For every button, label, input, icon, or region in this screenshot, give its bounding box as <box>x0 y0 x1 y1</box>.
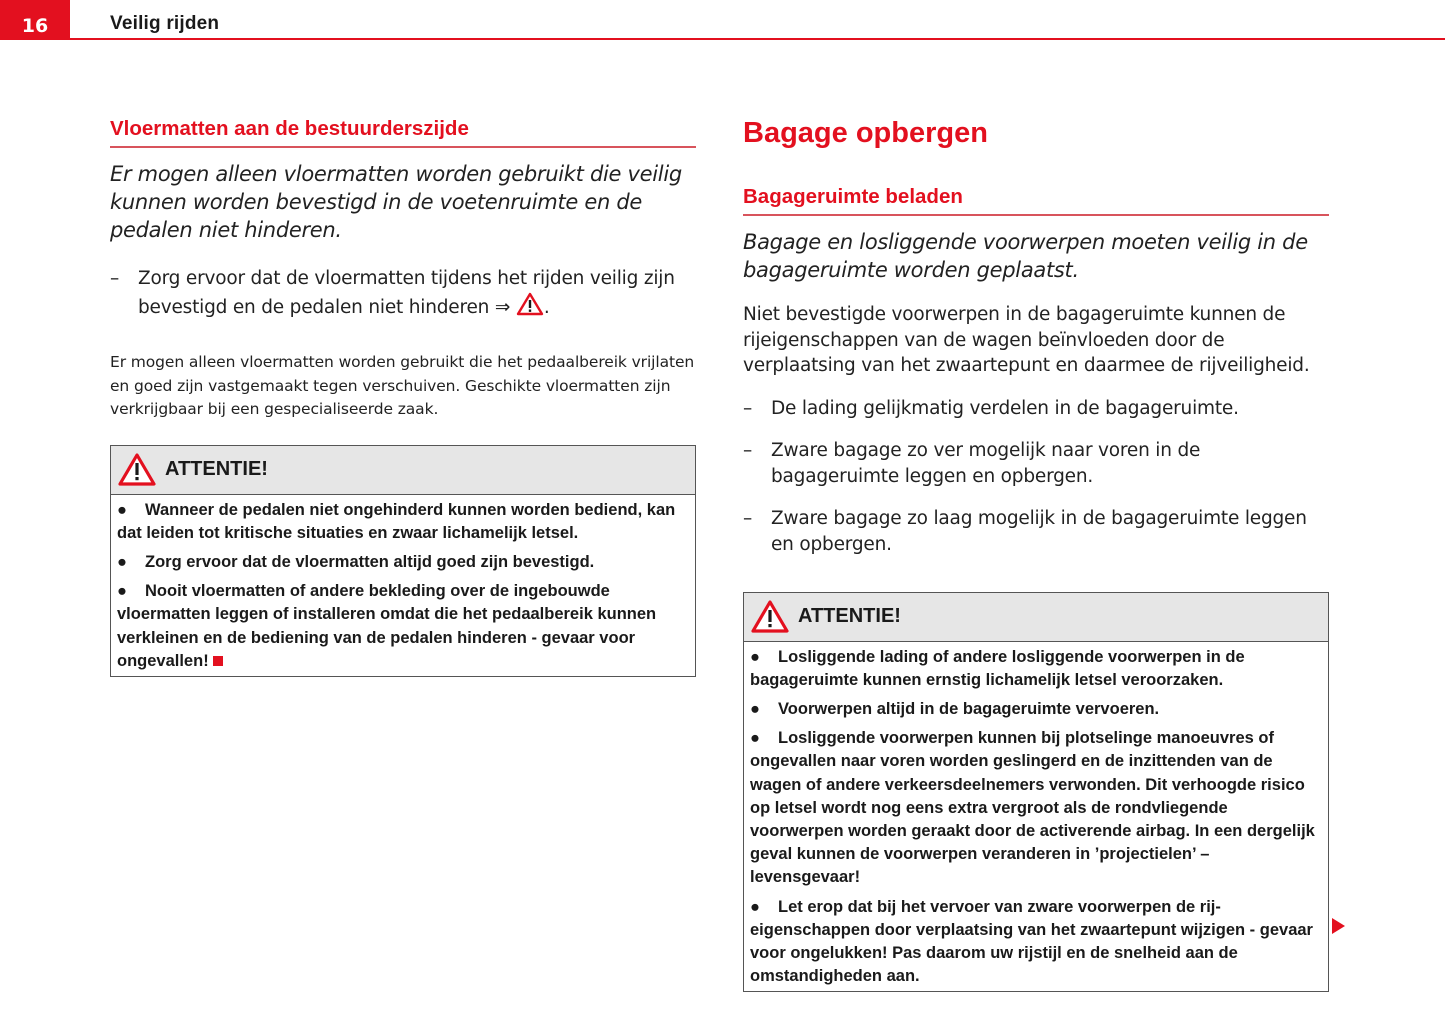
body-paragraph: Er mogen alleen vloermatten worden gebruikt die het pedaalbereik vrijlaten en goed zijn vastgemaakt tegen verschuiven. Geschikte vloermatten zijn verkrijgbaar bij een gespecialiseerde zaak. <box>110 353 695 418</box>
warning-header <box>744 593 1328 642</box>
warning-title: ATTENTIE! <box>165 458 268 480</box>
section-title-loading: Bagageruimte beladen <box>743 184 1329 216</box>
warning-item-text: Nooit vloermatten of andere bekleding over de ingebouwde vloermatten leggen of installeren omdat die het pedaalbereik kunnen verkleinen en de bediening van de pedalen hinderen - gevaar voor ongevallen! <box>117 582 657 670</box>
warning-item <box>750 727 1322 889</box>
bullet-icon: ● <box>750 729 760 748</box>
dash-marker: – <box>743 507 753 529</box>
warning-item-text: Zorg ervoor dat de vloermatten altijd goed zijn bevestigd. <box>145 552 595 571</box>
intro-text: Er mogen alleen vloermatten worden gebruikt die veilig kunnen worden bevestigd in de voetenruimte en de pedalen niet hinderen. <box>110 162 682 242</box>
main-title-luggage: Bagage opbergen <box>743 117 988 149</box>
warning-body <box>111 495 695 676</box>
list-item-text: Zware bagage zo laag mogelijk in de bagageruimte leggen en opbergen. <box>771 507 1307 555</box>
bullet-icon: ● <box>117 552 127 571</box>
warning-item <box>117 551 689 574</box>
bullet-icon: ● <box>117 582 127 601</box>
list-item <box>743 396 1329 422</box>
warning-title: ATTENTIE! <box>798 605 901 627</box>
warning-body <box>744 642 1328 992</box>
warning-item-text: Voorwerpen altijd in de bagageruimte vervoeren. <box>778 699 1160 718</box>
page-number: 16 <box>0 0 70 40</box>
warning-box <box>110 445 696 677</box>
header-divider <box>70 38 1445 40</box>
warning-item-text: Losliggende voorwerpen kunnen bij plotselinge manoeuvres of ongevallen naar voren worden geslingerd en de inzittenden van de wagen of andere verkeersdeelnemers verwonden. Dit verhoogde risico op letsel wordt nog eens extra vergroot als de rondvliegende voorwerpen worden geraakt door de activerende airbag. In een dergelijk geval kunnen de voorwerpen veranderen in ’projectielen’ – levensgevaar! <box>750 729 1315 887</box>
section-title-floor-mats: Vloermatten aan de bestuurderszijde <box>110 116 696 148</box>
warning-triangle-icon <box>117 452 157 488</box>
warning-item <box>117 580 689 673</box>
left-column <box>110 116 696 677</box>
warning-item <box>750 646 1322 692</box>
dash-marker: – <box>110 268 120 289</box>
list-item <box>743 438 1329 490</box>
list-item-text: Zware bagage zo ver mogelijk naar voren in de bagageruimte leggen en opbergen. <box>771 439 1201 487</box>
warning-triangle-icon[interactable] <box>516 292 544 316</box>
bullet-icon: ● <box>750 647 760 666</box>
list-item-label: Zorg ervoor dat de vloermatten tijdens het rijden veilig zijn bevestigd en de pedalen niet hinderen ⇒ <box>138 268 675 318</box>
warning-item-text: Let erop dat bij het vervoer van zware voorwerpen de rij-eigenschappen door verplaatsing van het zwaartepunt wijzigen - gevaar voor ongelukken! Pas daarom uw rijstijl en de snelheid aan de omstandigheden aan. <box>750 897 1313 986</box>
list-item <box>743 506 1329 558</box>
bullet-icon: ● <box>750 897 760 916</box>
warning-item-text: Wanneer de pedalen niet ongehinderd kunnen worden bediend, kan dat leiden tot kritische situaties en zwaar lichamelijk letsel. <box>117 500 676 542</box>
intro-text: Bagage en losliggende voorwerpen moeten veilig in de bagageruimte worden geplaatst. <box>743 230 1308 282</box>
right-column <box>743 114 1329 992</box>
list-item-text: De lading gelijkmatig verdelen in de bagageruimte. <box>771 397 1239 419</box>
list-item-suffix: . <box>543 297 550 318</box>
chapter-title: Veilig rijden <box>110 13 220 34</box>
list-item <box>110 266 696 321</box>
warning-header <box>111 446 695 495</box>
warning-triangle-icon <box>750 599 790 635</box>
page-header <box>0 0 1445 41</box>
dash-marker: – <box>743 439 753 461</box>
warning-item <box>750 698 1322 721</box>
warning-item <box>750 896 1322 989</box>
dash-marker: – <box>743 397 753 419</box>
list-item-text <box>138 266 696 321</box>
section-end-marker-icon <box>213 656 223 666</box>
body-paragraph: Niet bevestigde voorwerpen in de bagageruimte kunnen de rijeigenschappen van de wagen beïnvloeden door de verplaatsing van het zwaartepunt en daarmee de rijveiligheid. <box>743 304 1310 376</box>
bullet-icon: ● <box>750 699 760 718</box>
warning-item <box>117 499 689 545</box>
warning-item-text: Losliggende lading of andere losliggende voorwerpen in de bagageruimte kunnen ernstig lichamelijk letsel veroorzaken. <box>750 647 1245 689</box>
warning-box <box>743 592 1329 993</box>
continue-next-page-arrow-icon[interactable] <box>1332 918 1345 934</box>
bullet-icon: ● <box>117 500 127 519</box>
